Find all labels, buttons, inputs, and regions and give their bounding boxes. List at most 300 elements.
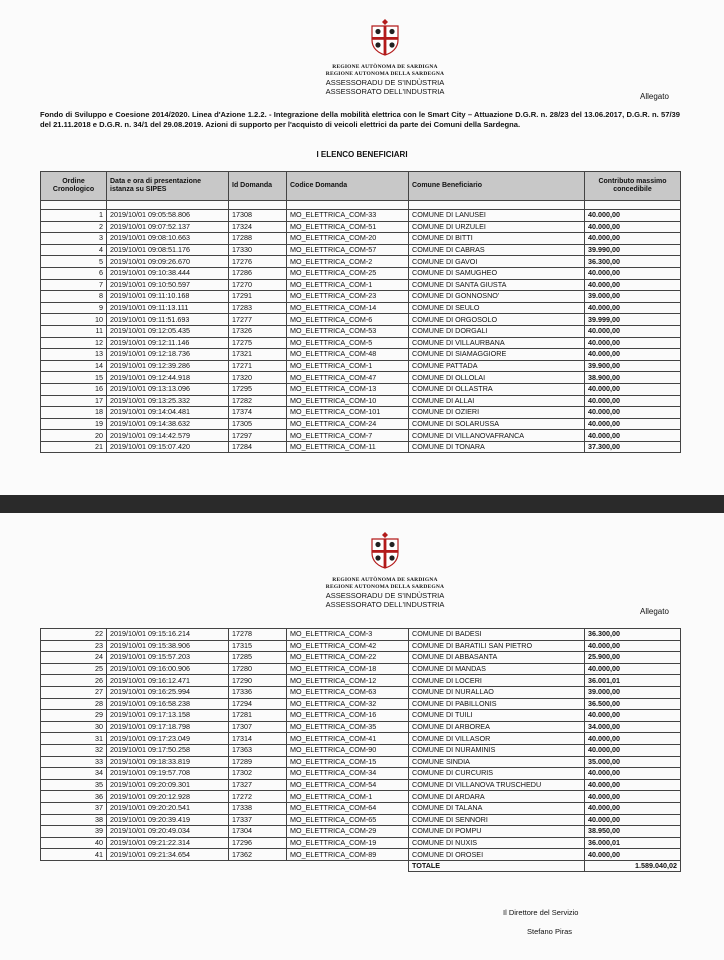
- cell-codice-domanda: MO_ELETTRICA_COM-35: [287, 721, 409, 733]
- table-row: [41, 291, 681, 303]
- cell-ordine: 12: [41, 337, 107, 349]
- cell-comune: COMUNE DI SENNORI: [409, 814, 585, 826]
- region-name-italian: REGIONE AUTONOMA DELLA SARDEGNA: [325, 71, 445, 77]
- table-row: [41, 325, 681, 337]
- cell-id-domanda: 17363: [229, 744, 287, 756]
- cell-id-domanda: 17324: [229, 221, 287, 233]
- spacer-cell: [287, 201, 409, 210]
- table-row: [41, 210, 681, 222]
- table-row: [41, 733, 681, 745]
- cell-ordine: 25: [41, 663, 107, 675]
- cell-data-ora: 2019/10/01 09:17:18.798: [107, 721, 229, 733]
- cell-data-ora: 2019/10/01 09:21:34.654: [107, 849, 229, 861]
- cell-data-ora: 2019/10/01 09:08:51.176: [107, 244, 229, 256]
- table-row: [41, 640, 681, 652]
- cell-comune: COMUNE DI TALANA: [409, 802, 585, 814]
- cell-contributo: 38.900,00: [585, 372, 681, 384]
- cell-data-ora: 2019/10/01 09:12:11.146: [107, 337, 229, 349]
- cell-comune: COMUNE DI DORGALI: [409, 325, 585, 337]
- cell-contributo: 40.000,00: [585, 337, 681, 349]
- cell-id-domanda: 17307: [229, 721, 287, 733]
- cell-codice-domanda: MO_ELETTRICA_COM-15: [287, 756, 409, 768]
- cell-id-domanda: 17294: [229, 698, 287, 710]
- table-row: [41, 233, 681, 245]
- cell-ordine: 37: [41, 802, 107, 814]
- cell-comune: COMUNE DI VILLANOVAFRANCA: [409, 430, 585, 442]
- cell-ordine: 34: [41, 768, 107, 780]
- cell-codice-domanda: MO_ELETTRICA_COM-20: [287, 233, 409, 245]
- cell-data-ora: 2019/10/01 09:15:57.203: [107, 652, 229, 664]
- cell-codice-domanda: MO_ELETTRICA_COM-90: [287, 744, 409, 756]
- total-label: TOTALE: [409, 860, 585, 872]
- cell-codice-domanda: MO_ELETTRICA_COM-101: [287, 407, 409, 419]
- cell-ordine: 41: [41, 849, 107, 861]
- cell-data-ora: 2019/10/01 09:17:13.158: [107, 710, 229, 722]
- cell-data-ora: 2019/10/01 09:16:00.906: [107, 663, 229, 675]
- cell-contributo: 36.300,00: [585, 256, 681, 268]
- cell-data-ora: 2019/10/01 09:11:10.168: [107, 291, 229, 303]
- cell-data-ora: 2019/10/01 09:13:25.332: [107, 395, 229, 407]
- table-row: [41, 768, 681, 780]
- cell-ordine: 27: [41, 686, 107, 698]
- cell-ordine: 11: [41, 325, 107, 337]
- cell-codice-domanda: MO_ELETTRICA_COM-1: [287, 279, 409, 291]
- table-row: [41, 395, 681, 407]
- cell-data-ora: 2019/10/01 09:08:10.663: [107, 233, 229, 245]
- cell-codice-domanda: MO_ELETTRICA_COM-11: [287, 441, 409, 453]
- cell-data-ora: 2019/10/01 09:14:04.481: [107, 407, 229, 419]
- cell-id-domanda: 17284: [229, 441, 287, 453]
- cell-contributo: 40.000,00: [585, 395, 681, 407]
- cell-codice-domanda: MO_ELETTRICA_COM-25: [287, 267, 409, 279]
- table-row: [41, 430, 681, 442]
- cell-comune: COMUNE SINDIA: [409, 756, 585, 768]
- empty-cell: [287, 860, 409, 872]
- table-row: [41, 360, 681, 372]
- table-row: [41, 791, 681, 803]
- cell-codice-domanda: MO_ELETTRICA_COM-53: [287, 325, 409, 337]
- cell-contributo: 37.300,00: [585, 441, 681, 453]
- spacer-cell: [585, 201, 681, 210]
- cell-contributo: 36.300,00: [585, 629, 681, 641]
- cell-id-domanda: 17270: [229, 279, 287, 291]
- cell-ordine: 8: [41, 291, 107, 303]
- cell-codice-domanda: MO_ELETTRICA_COM-7: [287, 430, 409, 442]
- cell-ordine: 9: [41, 302, 107, 314]
- cell-data-ora: 2019/10/01 09:05:58.806: [107, 210, 229, 222]
- table-row: [41, 314, 681, 326]
- cell-contributo: 40.000,00: [585, 418, 681, 430]
- cell-ordine: 24: [41, 652, 107, 664]
- cell-codice-domanda: MO_ELETTRICA_COM-3: [287, 629, 409, 641]
- cell-contributo: 40.000,00: [585, 233, 681, 245]
- cell-comune: COMUNE DI TUILI: [409, 710, 585, 722]
- cell-data-ora: 2019/10/01 09:16:58.238: [107, 698, 229, 710]
- table-row: [41, 267, 681, 279]
- cell-contributo: 25.900,00: [585, 652, 681, 664]
- cell-data-ora: 2019/10/01 09:17:50.258: [107, 744, 229, 756]
- table-row: [41, 744, 681, 756]
- table-row: [41, 418, 681, 430]
- cell-contributo: 40.000,00: [585, 663, 681, 675]
- document-page-2: [0, 513, 724, 960]
- cell-data-ora: 2019/10/01 09:10:38.444: [107, 267, 229, 279]
- cell-ordine: 35: [41, 779, 107, 791]
- col-header-id: Id Domanda: [229, 172, 287, 201]
- cell-contributo: 40.000,00: [585, 383, 681, 395]
- cell-contributo: 40.000,00: [585, 302, 681, 314]
- cell-id-domanda: 17362: [229, 849, 287, 861]
- cell-id-domanda: 17302: [229, 768, 287, 780]
- cell-comune: COMUNE DI VILLAURBANA: [409, 337, 585, 349]
- cell-codice-domanda: MO_ELETTRICA_COM-54: [287, 779, 409, 791]
- cell-data-ora: 2019/10/01 09:21:22.314: [107, 837, 229, 849]
- cell-data-ora: 2019/10/01 09:15:07.420: [107, 441, 229, 453]
- cell-ordine: 1: [41, 210, 107, 222]
- cell-id-domanda: 17337: [229, 814, 287, 826]
- cell-data-ora: 2019/10/01 09:15:38.906: [107, 640, 229, 652]
- cell-comune: COMUNE DI NUXIS: [409, 837, 585, 849]
- cell-codice-domanda: MO_ELETTRICA_COM-12: [287, 675, 409, 687]
- cell-codice-domanda: MO_ELETTRICA_COM-47: [287, 372, 409, 384]
- intro-paragraph: Fondo di Sviluppo e Coesione 2014/2020. Linea d'Azione 1.2.2. - Integrazione della mobilità elettrica con le Smart City – Attuazione D.G.R. n. 28/23 del 13.06.2017, D.G.R. n. 57/39 del 21.11.2018 e D.G.R. n. 34/1 del 29.08.2019. Azioni di supporto per l'acquisto di veicoli elettrici da parte dei Comuni della Sardegna.: [40, 110, 680, 129]
- signature-name: Stefano Piras: [527, 927, 573, 936]
- cell-data-ora: 2019/10/01 09:14:42.579: [107, 430, 229, 442]
- cell-contributo: 36.000,01: [585, 837, 681, 849]
- table-row: [41, 279, 681, 291]
- table-header-row: [41, 172, 681, 201]
- cell-ordine: 7: [41, 279, 107, 291]
- cell-contributo: 40.000,00: [585, 814, 681, 826]
- cell-id-domanda: 17291: [229, 291, 287, 303]
- beneficiaries-table-page-1: [40, 171, 681, 453]
- cell-ordine: 18: [41, 407, 107, 419]
- cell-comune: COMUNE DI SIAMAGGIORE: [409, 349, 585, 361]
- cell-data-ora: 2019/10/01 09:20:12.928: [107, 791, 229, 803]
- cell-contributo: 34.000,00: [585, 721, 681, 733]
- cell-contributo: 40.000,00: [585, 768, 681, 780]
- cell-ordine: 30: [41, 721, 107, 733]
- cell-id-domanda: 17305: [229, 418, 287, 430]
- cell-codice-domanda: MO_ELETTRICA_COM-5: [287, 337, 409, 349]
- cell-id-domanda: 17277: [229, 314, 287, 326]
- cell-ordine: 38: [41, 814, 107, 826]
- cell-ordine: 2: [41, 221, 107, 233]
- cell-contributo: 40.000,00: [585, 710, 681, 722]
- cell-id-domanda: 17281: [229, 710, 287, 722]
- cell-data-ora: 2019/10/01 09:16:12.471: [107, 675, 229, 687]
- cell-data-ora: 2019/10/01 09:20:09.301: [107, 779, 229, 791]
- signature-role: Il Direttore del Servizio: [503, 908, 579, 917]
- cell-contributo: 40.000,00: [585, 779, 681, 791]
- cell-ordine: 17: [41, 395, 107, 407]
- spacer-cell: [107, 201, 229, 210]
- cell-comune: COMUNE DI BADESI: [409, 629, 585, 641]
- cell-comune: COMUNE DI LOCERI: [409, 675, 585, 687]
- cell-data-ora: 2019/10/01 09:12:05.435: [107, 325, 229, 337]
- cell-id-domanda: 17327: [229, 779, 287, 791]
- cell-comune: COMUNE DI ALLAI: [409, 395, 585, 407]
- cell-id-domanda: 17296: [229, 837, 287, 849]
- cell-contributo: 40.000,00: [585, 849, 681, 861]
- cell-ordine: 31: [41, 733, 107, 745]
- cell-ordine: 4: [41, 244, 107, 256]
- col-header-comune: Comune Beneficiario: [409, 172, 585, 201]
- cell-comune: COMUNE DI VILLASOR: [409, 733, 585, 745]
- table-row: [41, 710, 681, 722]
- table-row: [41, 779, 681, 791]
- cell-id-domanda: 17282: [229, 395, 287, 407]
- table-row: [41, 721, 681, 733]
- cell-ordine: 3: [41, 233, 107, 245]
- region-name-sardinian: REGIONE AUTÒNOMA DE SARDIGNA: [332, 64, 438, 70]
- cell-codice-domanda: MO_ELETTRICA_COM-48: [287, 349, 409, 361]
- cell-comune: COMUNE DI SAMUGHEO: [409, 267, 585, 279]
- table-row: [41, 802, 681, 814]
- list-title: I ELENCO BENEFICIARI: [316, 150, 408, 159]
- cell-data-ora: 2019/10/01 09:12:39.286: [107, 360, 229, 372]
- cell-comune: COMUNE DI CURCURIS: [409, 768, 585, 780]
- cell-data-ora: 2019/10/01 09:20:39.419: [107, 814, 229, 826]
- beneficiaries-table-page-2: [40, 628, 681, 872]
- cell-id-domanda: 17321: [229, 349, 287, 361]
- table-row: [41, 675, 681, 687]
- cell-comune: COMUNE DI BARATILI SAN PIETRO: [409, 640, 585, 652]
- cell-ordine: 32: [41, 744, 107, 756]
- cell-id-domanda: 17276: [229, 256, 287, 268]
- cell-comune: COMUNE DI NURALLAO: [409, 686, 585, 698]
- cell-codice-domanda: MO_ELETTRICA_COM-64: [287, 802, 409, 814]
- cell-id-domanda: 17278: [229, 629, 287, 641]
- table-row: [41, 221, 681, 233]
- cell-contributo: 39.990,00: [585, 244, 681, 256]
- cell-comune: COMUNE DI VILLANOVA TRUSCHEDU: [409, 779, 585, 791]
- total-value: 1.589.040,02: [585, 860, 681, 872]
- cell-comune: COMUNE DI ARBOREA: [409, 721, 585, 733]
- cell-ordine: 19: [41, 418, 107, 430]
- table-row: [41, 756, 681, 768]
- cell-comune: COMUNE DI NURAMINIS: [409, 744, 585, 756]
- cell-data-ora: 2019/10/01 09:17:23.049: [107, 733, 229, 745]
- cell-comune: COMUNE DI PABILLONIS: [409, 698, 585, 710]
- cell-codice-domanda: MO_ELETTRICA_COM-1: [287, 791, 409, 803]
- col-header-codice: Codice Domanda: [287, 172, 409, 201]
- table-row: [41, 814, 681, 826]
- cell-comune: COMUNE DI MANDAS: [409, 663, 585, 675]
- cell-data-ora: 2019/10/01 09:07:52.137: [107, 221, 229, 233]
- cell-id-domanda: 17314: [229, 733, 287, 745]
- cell-id-domanda: 17295: [229, 383, 287, 395]
- table-row: [41, 686, 681, 698]
- sardinia-coat-of-arms-icon: [368, 531, 402, 569]
- cell-id-domanda: 17286: [229, 267, 287, 279]
- cell-contributo: 40.000,00: [585, 407, 681, 419]
- cell-data-ora: 2019/10/01 09:10:50.597: [107, 279, 229, 291]
- cell-id-domanda: 17338: [229, 802, 287, 814]
- cell-codice-domanda: MO_ELETTRICA_COM-57: [287, 244, 409, 256]
- cell-id-domanda: 17374: [229, 407, 287, 419]
- cell-ordine: 10: [41, 314, 107, 326]
- cell-ordine: 6: [41, 267, 107, 279]
- cell-id-domanda: 17285: [229, 652, 287, 664]
- table-row: [41, 244, 681, 256]
- cell-contributo: 39.900,00: [585, 360, 681, 372]
- cell-comune: COMUNE DI SANTA GIUSTA: [409, 279, 585, 291]
- cell-contributo: 40.000,00: [585, 325, 681, 337]
- cell-codice-domanda: MO_ELETTRICA_COM-32: [287, 698, 409, 710]
- cell-data-ora: 2019/10/01 09:09:26.670: [107, 256, 229, 268]
- cell-contributo: 40.000,00: [585, 349, 681, 361]
- empty-cell: [41, 860, 107, 872]
- cell-data-ora: 2019/10/01 09:11:51.693: [107, 314, 229, 326]
- cell-contributo: 40.000,00: [585, 802, 681, 814]
- cell-codice-domanda: MO_ELETTRICA_COM-24: [287, 418, 409, 430]
- cell-id-domanda: 17271: [229, 360, 287, 372]
- table-spacer-row: [41, 201, 681, 210]
- cell-contributo: 40.000,00: [585, 267, 681, 279]
- cell-contributo: 40.000,00: [585, 279, 681, 291]
- table-row: [41, 372, 681, 384]
- cell-contributo: 40.000,00: [585, 744, 681, 756]
- sardinia-coat-of-arms-icon: [368, 18, 402, 56]
- cell-contributo: 35.000,00: [585, 756, 681, 768]
- table-row: [41, 698, 681, 710]
- allegato-label: Allegato: [640, 607, 669, 616]
- table-row: [41, 652, 681, 664]
- cell-data-ora: 2019/10/01 09:15:16.214: [107, 629, 229, 641]
- cell-contributo: 40.000,00: [585, 221, 681, 233]
- cell-codice-domanda: MO_ELETTRICA_COM-6: [287, 314, 409, 326]
- region-name-italian: REGIONE AUTONOMA DELLA SARDEGNA: [325, 584, 445, 590]
- cell-id-domanda: 17304: [229, 826, 287, 838]
- cell-contributo: 40.000,00: [585, 430, 681, 442]
- cell-data-ora: 2019/10/01 09:13:13.096: [107, 383, 229, 395]
- cell-contributo: 36.001,01: [585, 675, 681, 687]
- table-row: [41, 663, 681, 675]
- cell-comune: COMUNE DI CABRAS: [409, 244, 585, 256]
- cell-comune: COMUNE DI POMPU: [409, 826, 585, 838]
- cell-id-domanda: 17315: [229, 640, 287, 652]
- cell-comune: COMUNE PATTADA: [409, 360, 585, 372]
- table-row: [41, 383, 681, 395]
- cell-codice-domanda: MO_ELETTRICA_COM-33: [287, 210, 409, 222]
- cell-codice-domanda: MO_ELETTRICA_COM-22: [287, 652, 409, 664]
- cell-ordine: 40: [41, 837, 107, 849]
- cell-id-domanda: 17288: [229, 233, 287, 245]
- cell-comune: COMUNE DI SOLARUSSA: [409, 418, 585, 430]
- cell-ordine: 33: [41, 756, 107, 768]
- cell-codice-domanda: MO_ELETTRICA_COM-1: [287, 360, 409, 372]
- letterhead: [300, 531, 470, 609]
- cell-contributo: 40.000,00: [585, 791, 681, 803]
- cell-contributo: 36.500,00: [585, 698, 681, 710]
- cell-codice-domanda: MO_ELETTRICA_COM-18: [287, 663, 409, 675]
- col-header-contributo: Contributo massimo concedibile: [585, 172, 681, 201]
- cell-contributo: 39.000,00: [585, 291, 681, 303]
- cell-ordine: 36: [41, 791, 107, 803]
- cell-codice-domanda: MO_ELETTRICA_COM-89: [287, 849, 409, 861]
- col-header-ordine: Ordine Cronologico: [41, 172, 107, 201]
- cell-ordine: 21: [41, 441, 107, 453]
- cell-id-domanda: 17283: [229, 302, 287, 314]
- cell-data-ora: 2019/10/01 09:18:33.819: [107, 756, 229, 768]
- cell-codice-domanda: MO_ELETTRICA_COM-14: [287, 302, 409, 314]
- cell-id-domanda: 17297: [229, 430, 287, 442]
- cell-codice-domanda: MO_ELETTRICA_COM-16: [287, 710, 409, 722]
- cell-comune: COMUNE DI BITTI: [409, 233, 585, 245]
- cell-data-ora: 2019/10/01 09:14:38.632: [107, 418, 229, 430]
- cell-data-ora: 2019/10/01 09:19:57.708: [107, 768, 229, 780]
- spacer-cell: [409, 201, 585, 210]
- cell-contributo: 40.000,00: [585, 210, 681, 222]
- region-name-sardinian: REGIONE AUTÒNOMA DE SARDIGNA: [332, 577, 438, 583]
- assessorate-italian: ASSESSORATO DELL'INDUSTRIA: [325, 87, 445, 96]
- cell-id-domanda: 17336: [229, 686, 287, 698]
- cell-codice-domanda: MO_ELETTRICA_COM-65: [287, 814, 409, 826]
- cell-id-domanda: 17272: [229, 791, 287, 803]
- cell-contributo: 39.999,00: [585, 314, 681, 326]
- cell-id-domanda: 17280: [229, 663, 287, 675]
- cell-codice-domanda: MO_ELETTRICA_COM-29: [287, 826, 409, 838]
- cell-id-domanda: 17320: [229, 372, 287, 384]
- allegato-label: Allegato: [640, 92, 669, 101]
- cell-comune: COMUNE DI OZIERI: [409, 407, 585, 419]
- cell-id-domanda: 17326: [229, 325, 287, 337]
- table-row: [41, 337, 681, 349]
- cell-comune: COMUNE DI ABBASANTA: [409, 652, 585, 664]
- cell-ordine: 29: [41, 710, 107, 722]
- cell-data-ora: 2019/10/01 09:12:44.918: [107, 372, 229, 384]
- table-row: [41, 849, 681, 861]
- cell-ordine: 23: [41, 640, 107, 652]
- cell-codice-domanda: MO_ELETTRICA_COM-34: [287, 768, 409, 780]
- cell-contributo: 40.000,00: [585, 733, 681, 745]
- cell-comune: COMUNE DI GONNOSNO': [409, 291, 585, 303]
- cell-ordine: 39: [41, 826, 107, 838]
- cell-codice-domanda: MO_ELETTRICA_COM-2: [287, 256, 409, 268]
- cell-id-domanda: 17275: [229, 337, 287, 349]
- table-row: [41, 302, 681, 314]
- cell-contributo: 40.000,00: [585, 640, 681, 652]
- cell-data-ora: 2019/10/01 09:20:49.034: [107, 826, 229, 838]
- cell-id-domanda: 17289: [229, 756, 287, 768]
- cell-contributo: 38.950,00: [585, 826, 681, 838]
- empty-cell: [229, 860, 287, 872]
- col-header-data: Data e ora di presentazione istanza su SIPES: [107, 172, 229, 201]
- cell-ordine: 15: [41, 372, 107, 384]
- cell-codice-domanda: MO_ELETTRICA_COM-19: [287, 837, 409, 849]
- cell-comune: COMUNE DI ORGOSOLO: [409, 314, 585, 326]
- table-row: [41, 441, 681, 453]
- spacer-cell: [229, 201, 287, 210]
- assessorate-sardinian: ASSESSORADU DE S'INDÙSTRIA: [325, 78, 445, 87]
- assessorate-sardinian: ASSESSORADU DE S'INDÙSTRIA: [325, 591, 445, 600]
- letterhead: [300, 18, 470, 96]
- cell-id-domanda: 17308: [229, 210, 287, 222]
- cell-ordine: 13: [41, 349, 107, 361]
- assessorate-italian: ASSESSORATO DELL'INDUSTRIA: [325, 600, 445, 609]
- cell-comune: COMUNE DI SEULO: [409, 302, 585, 314]
- table-row: [41, 826, 681, 838]
- cell-id-domanda: 17290: [229, 675, 287, 687]
- cell-comune: COMUNE DI OROSEI: [409, 849, 585, 861]
- cell-comune: COMUNE DI ARDARA: [409, 791, 585, 803]
- empty-cell: [107, 860, 229, 872]
- cell-ordine: 22: [41, 629, 107, 641]
- cell-codice-domanda: MO_ELETTRICA_COM-13: [287, 383, 409, 395]
- cell-comune: COMUNE DI OLLOLAI: [409, 372, 585, 384]
- cell-ordine: 14: [41, 360, 107, 372]
